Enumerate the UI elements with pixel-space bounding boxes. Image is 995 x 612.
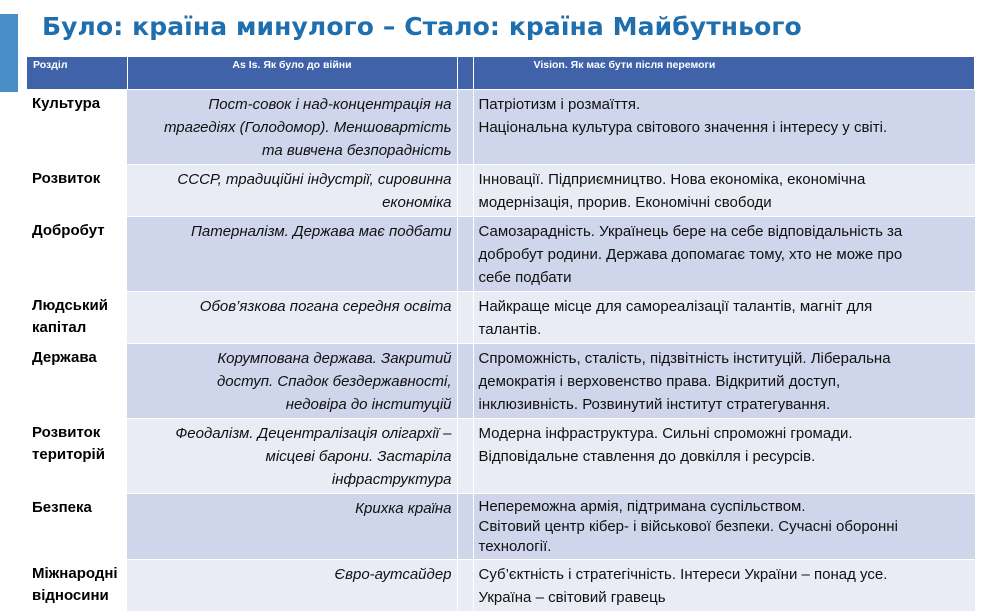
vision-cell-line: Україна – світовий гравець [478, 589, 666, 606]
table-row [27, 292, 975, 344]
as-is-cell [127, 90, 457, 165]
section-cell-line: Держава [32, 349, 97, 366]
header-as-is: As Is. Як було до війни [127, 57, 457, 90]
gap-cell [457, 292, 473, 344]
as-is-cell-line: економіка [382, 194, 452, 211]
gap-cell [457, 560, 473, 612]
as-is-cell-line: Пост-совок і над-концентрація на [208, 96, 452, 113]
section-cell-line: відносини [32, 587, 109, 604]
table-row [27, 560, 975, 612]
section-cell [27, 419, 127, 494]
as-is-cell-line: Патерналізм. Держава має подбати [190, 223, 452, 240]
as-is-cell-line: Крихка країна [355, 500, 452, 517]
slide-title: Було: країна минулого – Стало: країна Майбутнього [42, 12, 802, 41]
section-cell [27, 90, 127, 165]
header-section: Розділ [27, 57, 127, 90]
vision-cell [473, 560, 975, 612]
section-cell [27, 292, 127, 344]
gap-cell [457, 90, 473, 165]
vision-cell [473, 494, 975, 560]
section-cell-line: Культура [32, 95, 101, 112]
table-row [27, 165, 975, 217]
section-cell-line: територій [32, 446, 105, 463]
table-row [27, 344, 975, 419]
as-is-cell-line: Феодалізм. Децентралізація олігархії – [175, 425, 452, 442]
comparison-table [27, 57, 975, 612]
vision-cell-line: модернізація, прорив. Економічні свободи [478, 194, 772, 211]
vision-cell [473, 344, 975, 419]
vision-cell [473, 292, 975, 344]
as-is-cell-line: інфраструктура [331, 471, 452, 488]
table-row [27, 419, 975, 494]
vision-cell-line: Патріотизм і розмаїття. [478, 96, 641, 113]
gap-cell [457, 419, 473, 494]
as-is-cell [127, 217, 457, 292]
vision-cell-line: технології. [478, 538, 552, 555]
vision-cell-line: Суб’єктність і стратегічність. Інтереси України – понад усе. [478, 566, 888, 583]
table-row [27, 494, 975, 560]
as-is-cell-line: недовіра до інституцій [285, 396, 452, 413]
vision-cell-line: Інновації. Підприємництво. Нова економіка, економічна [478, 171, 866, 188]
section-cell [27, 217, 127, 292]
vision-cell-line: Відповідальне ставлення до довкілля і ресурсів. [478, 448, 816, 465]
as-is-cell-line: доступ. Спадок бездержавності, [216, 373, 452, 390]
as-is-cell [127, 344, 457, 419]
vision-cell-line: Непереможна армія, підтримана суспільством. [478, 498, 806, 515]
section-cell-line: капітал [32, 319, 87, 336]
vision-cell-line: Самозарадність. Українець бере на себе відповідальність за [478, 223, 903, 240]
section-cell-line: Міжнародні [32, 565, 118, 582]
as-is-cell-line: місцеві барони. Застаріла [265, 448, 452, 465]
vision-cell-line: Модерна інфраструктура. Сильні спроможні громади. [478, 425, 853, 442]
gap-cell [457, 217, 473, 292]
header-vision: Vision. Як має бути після перемоги [473, 57, 975, 90]
as-is-cell-line: Євро-аутсайдер [334, 566, 452, 583]
as-is-cell-line: СССР, традиційні індустрії, сировинна [177, 171, 452, 188]
as-is-cell [127, 292, 457, 344]
section-cell-line: Розвиток [32, 424, 101, 441]
vision-cell-line: добробут родини. Держава допомагає тому, хто не може про [478, 246, 903, 263]
as-is-cell-line: та вивчена безпорадність [262, 142, 452, 159]
section-cell-line: Людський [32, 297, 108, 314]
as-is-cell [127, 560, 457, 612]
as-is-cell [127, 419, 457, 494]
vision-cell-line: Світовий центр кібер- і військової безпеки. Сучасні оборонні [478, 518, 898, 535]
vision-cell-line: Національна культура світового значення і інтересу у світі. [478, 119, 888, 136]
vision-cell-line: талантів. [478, 321, 542, 338]
gap-cell [457, 165, 473, 217]
table-row [27, 217, 975, 292]
section-cell [27, 560, 127, 612]
as-is-cell-line: Обов’язкова погана середня освіта [199, 298, 452, 315]
section-cell-line: Безпека [32, 499, 92, 516]
vision-cell-line: Спроможність, сталість, підзвітність інституцій. Ліберальна [478, 350, 891, 367]
vision-cell-line: демократія і верховенство права. Відкритий доступ, [478, 373, 841, 390]
table-row [27, 90, 975, 165]
gap-cell [457, 494, 473, 560]
section-cell [27, 344, 127, 419]
section-cell [27, 494, 127, 560]
vision-cell [473, 165, 975, 217]
gap-cell [457, 344, 473, 419]
vision-cell-line: Найкраще місце для самореалізації талантів, магніт для [478, 298, 873, 315]
table-header-row [27, 57, 975, 90]
as-is-cell-line: трагедіях (Голодомор). Меншовартість [163, 119, 452, 136]
vision-cell [473, 419, 975, 494]
section-cell [27, 165, 127, 217]
section-cell-line: Добробут [32, 222, 105, 239]
vision-cell-line: інклюзивність. Розвинутий інститут стратегування. [478, 396, 831, 413]
as-is-cell-line: Корумпована держава. Закритий [217, 350, 452, 367]
vision-cell [473, 90, 975, 165]
section-cell-line: Розвиток [32, 170, 101, 187]
vision-cell-line: себе подбати [478, 269, 572, 286]
accent-bar [0, 14, 18, 92]
as-is-cell [127, 165, 457, 217]
vision-cell [473, 217, 975, 292]
as-is-cell [127, 494, 457, 560]
header-gap [457, 57, 473, 90]
